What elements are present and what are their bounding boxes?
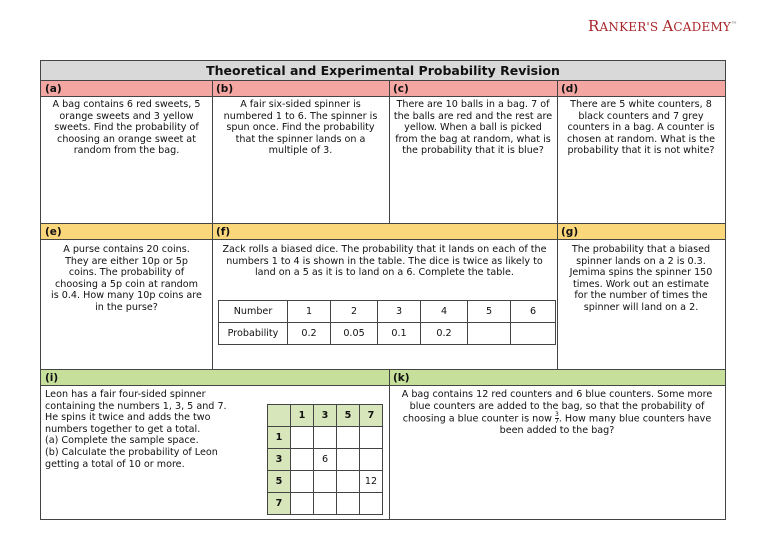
table-row [268, 405, 383, 427]
question-e-text: A purse contains 20 coins. They are either 10p or 5p coins. The probability of choosing a 5p coin at random is 0.4. How many 10p coins are in the purse? [51, 244, 202, 313]
question-i [41, 370, 389, 519]
divider [41, 223, 725, 224]
question-c [389, 81, 557, 223]
grid-cell[interactable] [314, 493, 337, 515]
worksheet-title: Theoretical and Experimental Probability Revision [41, 61, 725, 81]
table-cell: Number [219, 301, 288, 323]
divider [557, 81, 558, 369]
grid-cell[interactable] [291, 493, 314, 515]
grid-cell[interactable] [337, 427, 360, 449]
question-g [557, 224, 725, 369]
grid-cell[interactable] [291, 471, 314, 493]
grid-cell[interactable] [360, 493, 383, 515]
grid-cell[interactable] [360, 449, 383, 471]
question-a-text: A bag contains 6 red sweets, 5 orange sweets and 3 yellow sweets. Find the probability of choosing an orange sweet at random from the bag. [52, 99, 201, 157]
question-a [41, 81, 212, 223]
worksheet [40, 60, 726, 520]
answer-cell-5[interactable] [468, 323, 511, 345]
table-cell: Probability [219, 323, 288, 345]
question-f-label: (f) [212, 224, 557, 240]
grid-cell[interactable]: 12 [360, 471, 383, 493]
table-cell: 0.1 [378, 323, 421, 345]
grid-header: 3 [268, 449, 291, 471]
divider [389, 81, 390, 223]
rankers-academy-logo: RANKER'S ACADEMY™ [588, 17, 738, 35]
answer-cell-6[interactable] [511, 323, 556, 345]
grid-cell[interactable] [337, 471, 360, 493]
question-i-line: (a) Complete the sample space. [45, 435, 199, 447]
question-i-line: Leon has a fair four-sided spinner [45, 389, 206, 400]
table-cell: 3 [378, 301, 421, 323]
divider [212, 81, 213, 369]
grid-header: 7 [360, 405, 383, 427]
table-row [268, 471, 383, 493]
question-d-label: (d) [557, 81, 725, 97]
question-f-text: Zack rolls a biased dice. The probability that it lands on each of the numbers 1 to 4 is shown in the table. The dice is twice as likely to land on a 5 as it is to land on a 6. Complete the table. [222, 244, 547, 279]
question-c-text: There are 10 balls in a bag. 7 of the balls are red and the rest are yellow. When a ball is picked from the bag at random, what is the probability that it is blue? [393, 99, 553, 157]
probability-table [218, 300, 556, 345]
question-b-label: (b) [212, 81, 389, 97]
question-i-line: numbers together to get a total. [45, 423, 201, 435]
grid-cell[interactable] [337, 449, 360, 471]
sample-space-grid [267, 404, 383, 515]
question-i-line: (b) Calculate the probability of Leon [45, 446, 218, 458]
table-cell: 5 [468, 301, 511, 323]
table-cell: 6 [511, 301, 556, 323]
question-i-line: getting a total of 10 or more. [45, 458, 185, 470]
grid-cell[interactable] [291, 427, 314, 449]
grid-header: 5 [268, 471, 291, 493]
fraction: $\frac{3}{7}$ [555, 411, 559, 426]
question-d-text: There are 5 white counters, 8 black counters and 7 grey counters in a bag. A counter is chosen at random. What is the probability that it is not white? [567, 99, 715, 157]
question-e-label: (e) [41, 224, 212, 240]
grid-cell[interactable] [314, 427, 337, 449]
table-cell: 0.2 [421, 323, 468, 345]
question-e [41, 224, 212, 369]
grid-cell[interactable] [337, 493, 360, 515]
question-i-line: containing the numbers 1, 3, 5 and 7. [45, 400, 227, 412]
table-cell: 4 [421, 301, 468, 323]
question-g-label: (g) [557, 224, 725, 240]
grid-header: 7 [268, 493, 291, 515]
table-cell: 2 [331, 301, 378, 323]
grid-cell[interactable] [291, 449, 314, 471]
question-k-label: (k) [389, 370, 725, 386]
divider [389, 369, 390, 519]
divider [41, 369, 725, 370]
question-g-text: The probability that a biased spinner lands on a 2 is 0.3. Jemima spins the spinner 150 times. Work out an estimate for the number of times the spinner will land on a 2. [569, 244, 713, 313]
question-i-label: (i) [41, 370, 389, 386]
grid-cell[interactable]: 6 [314, 449, 337, 471]
table-row [268, 427, 383, 449]
table-row [268, 449, 383, 471]
grid-header: 5 [337, 405, 360, 427]
question-k [389, 370, 725, 519]
grid-corner [268, 405, 291, 427]
question-b-text: A fair six-sided spinner is numbered 1 to 6. The spinner is spun once. Find the probability that the spinner lands on a multiple of 3. [223, 99, 378, 157]
question-b [212, 81, 389, 223]
table-cell: 0.2 [288, 323, 331, 345]
table-cell: 1 [288, 301, 331, 323]
question-d [557, 81, 725, 223]
table-row [268, 493, 383, 515]
grid-header: 1 [268, 427, 291, 449]
grid-cell[interactable] [314, 471, 337, 493]
question-k-text: A bag contains 12 red counters and 6 blue counters. Some more blue counters are added to the bag, so that the probability of choosing a blue counter is now $\frac{3}{7}$ . How many blue counters have been added to the bag? [401, 389, 713, 437]
question-a-label: (a) [41, 81, 212, 97]
grid-header: 1 [291, 405, 314, 427]
question-f [212, 224, 557, 369]
table-cell: 0.05 [331, 323, 378, 345]
question-c-label: (c) [389, 81, 557, 97]
table-row [219, 301, 556, 323]
question-i-line: He spins it twice and adds the two [45, 412, 211, 424]
grid-header: 3 [314, 405, 337, 427]
grid-cell[interactable] [360, 427, 383, 449]
table-row [219, 323, 556, 345]
